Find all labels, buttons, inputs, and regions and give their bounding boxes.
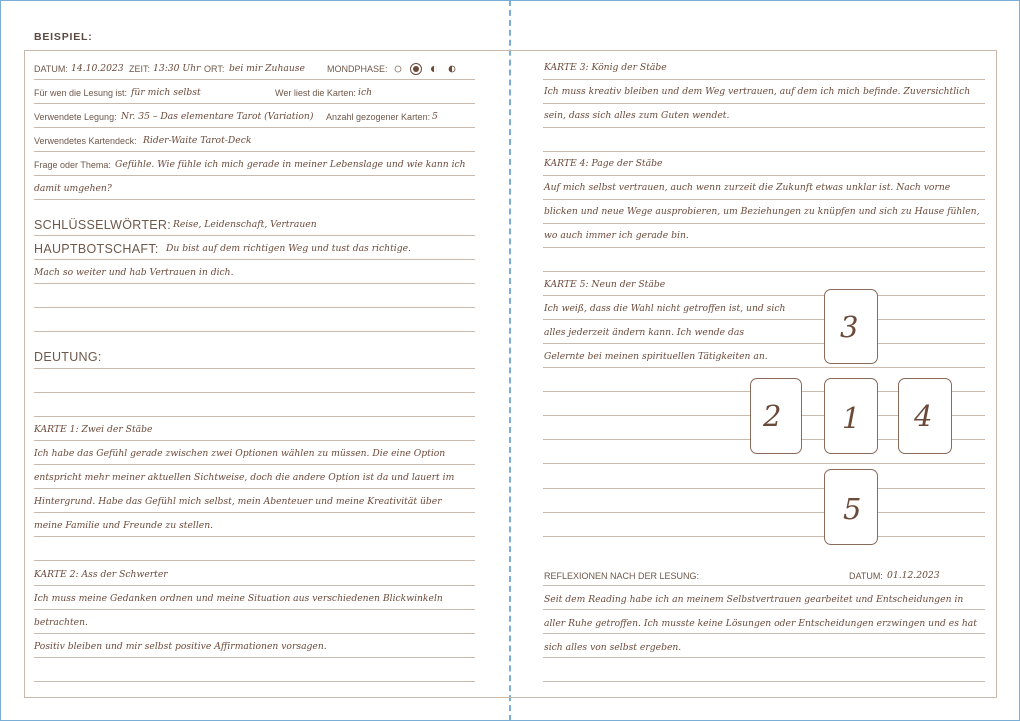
- card5-title: KARTE 5: Neun der Stäbe: [544, 279, 666, 290]
- card3-line: sein, dass sich alles zum Guten wendet.: [544, 110, 730, 121]
- rule: [34, 681, 475, 682]
- reflection-date-value: 01.12.2023: [887, 570, 940, 581]
- rule: [543, 127, 985, 128]
- card3-title: KARTE 3: König der Stäbe: [544, 62, 667, 73]
- card5-line: alles jederzeit ändern kann. Ich wende das: [544, 327, 745, 338]
- deck-label: Verwendetes Kartendeck:: [34, 136, 137, 146]
- card2-line: betrachten.: [34, 617, 88, 628]
- card1-line: meine Familie und Freunde zu stellen.: [34, 520, 214, 531]
- card1-line: Ich habe das Gefühl gerade zwischen zwei Optionen wählen zu müssen. Die eine Option: [34, 448, 446, 459]
- card4-line: wo auch immer ich gerade bin.: [544, 230, 689, 241]
- rule: [543, 488, 985, 489]
- rule: [543, 681, 985, 682]
- spread-card-number: 4: [914, 399, 933, 433]
- keywords-value: Reise, Leidenschaft, Vertrauen: [173, 219, 317, 230]
- rule: [543, 151, 985, 152]
- moon-phase-icons: [392, 63, 462, 75]
- time-value: 13:30 Uhr: [153, 63, 201, 74]
- rule: [34, 416, 475, 417]
- card2-line: Ich muss meine Gedanken ordnen und meine Situation aus verschiedenen Blickwinkeln: [34, 593, 443, 604]
- rule: [543, 79, 985, 80]
- rule: [34, 609, 475, 610]
- rule: [34, 633, 475, 634]
- reader-label: Wer liest die Karten:: [275, 88, 356, 98]
- card4-title: KARTE 4: Page der Stäbe: [544, 158, 663, 169]
- spread-value: Nr. 35 – Das elementare Tarot (Variation): [121, 111, 314, 122]
- rule: [34, 440, 475, 441]
- card5-line: Ich weiß, dass die Wahl nicht getroffen ist, und sich: [544, 303, 786, 314]
- card1-line: Hintergrund. Habe das Gefühl mich selbst, mein Abenteuer und meine Kreativität über: [34, 496, 442, 507]
- spread-card-5: [824, 469, 878, 545]
- card3-line: Ich muss kreativ bleiben und dem Weg vertrauen, auf dem ich mich befinde. Zuversichtlich: [544, 86, 971, 97]
- moon-phase-label: MONDPHASE:: [327, 64, 388, 74]
- reflection-label: REFLEXIONEN NACH DER LESUNG:: [544, 571, 700, 581]
- time-label: ZEIT:: [129, 64, 151, 74]
- reflection-line: aller Ruhe getroffen. Ich musste keine Lösungen oder Entscheidungen erzwingen und es hat: [544, 618, 977, 629]
- rule: [543, 271, 985, 272]
- reflection-line: sich alles von selbst ergeben.: [544, 642, 682, 653]
- card4-line: blicken und neue Wege ausprobieren, um Beziehungen zu knüpfen und sich zu Hause fühlen,: [544, 206, 980, 217]
- rule: [34, 585, 475, 586]
- place-label: ORT:: [204, 64, 225, 74]
- card2-title: KARTE 2: Ass der Schwerter: [34, 569, 168, 580]
- spread-card-number: 5: [843, 492, 862, 526]
- rule: [34, 560, 475, 561]
- rule: [34, 259, 475, 260]
- main-message-line: Du bist auf dem richtigen Weg und tust das richtige.: [166, 243, 411, 254]
- rule: [34, 488, 475, 489]
- rule: [34, 283, 475, 284]
- rule: [543, 343, 985, 344]
- rule: [34, 175, 475, 176]
- rule: [34, 127, 475, 128]
- reflection-line: Seit dem Reading habe ich an meinem Selbstvertrauen gearbeitet und Entscheidungen in: [544, 594, 964, 605]
- rule: [543, 536, 985, 537]
- rule: [34, 331, 475, 332]
- for-whom-value: für mich selbst: [131, 87, 201, 98]
- rule: [34, 512, 475, 513]
- card4-line: Auf mich selbst vertrauen, auch wenn zurzeit die Zukunft etwas unklar ist. Nach vorne: [544, 182, 951, 193]
- rule: [543, 512, 985, 513]
- spread-card-number: 1: [842, 401, 861, 435]
- card1-title: KARTE 1: Zwei der Stäbe: [34, 424, 153, 435]
- question-line: damit umgehen?: [34, 183, 112, 194]
- rule: [543, 657, 985, 658]
- example-label: BEISPIEL:: [34, 31, 93, 43]
- date-label: DATUM:: [34, 64, 68, 74]
- card1-line: entspricht mehr meiner aktuellen Sichtweise, doch die andere Option ist da und lauert im: [34, 472, 455, 483]
- main-message-line: Mach so weiter und hab Vertrauen in dich.: [34, 267, 234, 278]
- card-count-value: 5: [432, 111, 438, 122]
- card-count-label: Anzahl gezogener Karten:: [326, 112, 431, 122]
- spread-card-2: [750, 378, 802, 454]
- rule: [34, 464, 475, 465]
- rule: [34, 307, 475, 308]
- rule: [34, 103, 475, 104]
- question-label: Frage oder Thema:: [34, 160, 111, 170]
- spread-label: Verwendete Legung:: [34, 112, 117, 122]
- rule: [34, 368, 475, 369]
- question-line: Gefühle. Wie fühle ich mich gerade in meiner Lebenslage und wie kann ich: [115, 159, 466, 170]
- rule: [34, 199, 475, 200]
- card5-line: Gelernte bei meinen spirituellen Tätigkeiten an.: [544, 351, 768, 362]
- full-moon-icon: [413, 66, 419, 72]
- spread-card-number: 2: [763, 399, 782, 433]
- new-moon-icon: [395, 66, 401, 72]
- rule: [543, 367, 985, 368]
- rule: [543, 103, 985, 104]
- reflection-date-label: DATUM:: [849, 571, 883, 581]
- interpretation-label: DEUTUNG:: [34, 350, 102, 364]
- rule: [34, 657, 475, 658]
- rule: [34, 536, 475, 537]
- place-value: bei mir Zuhause: [229, 63, 305, 74]
- keywords-label: SCHLÜSSELWÖRTER:: [34, 218, 172, 232]
- rule: [34, 151, 475, 152]
- rule: [543, 199, 985, 200]
- rule: [543, 319, 985, 320]
- spread-card-4: [898, 378, 952, 454]
- rule: [543, 609, 985, 610]
- for-whom-label: Für wen die Lesung ist:: [34, 88, 128, 98]
- rule: [34, 79, 475, 80]
- rule: [543, 223, 985, 224]
- rule: [34, 235, 475, 236]
- rule: [543, 295, 985, 296]
- spread-card-number: 3: [840, 310, 859, 344]
- date-value: 14.10.2023: [71, 63, 124, 74]
- rule: [543, 175, 985, 176]
- card2-line: Positiv bleiben und mir selbst positive Affirmationen vorsagen.: [34, 641, 327, 652]
- main-message-label: HAUPTBOTSCHAFT:: [34, 242, 159, 256]
- spread-card-1: [824, 378, 878, 454]
- rule: [34, 392, 475, 393]
- rule: [543, 585, 985, 586]
- deck-value: Rider-Waite Tarot-Deck: [143, 135, 252, 146]
- rule: [543, 633, 985, 634]
- rule: [543, 463, 985, 464]
- rule: [543, 247, 985, 248]
- reader-value: ich: [358, 87, 373, 98]
- spread-card-3: [824, 289, 878, 364]
